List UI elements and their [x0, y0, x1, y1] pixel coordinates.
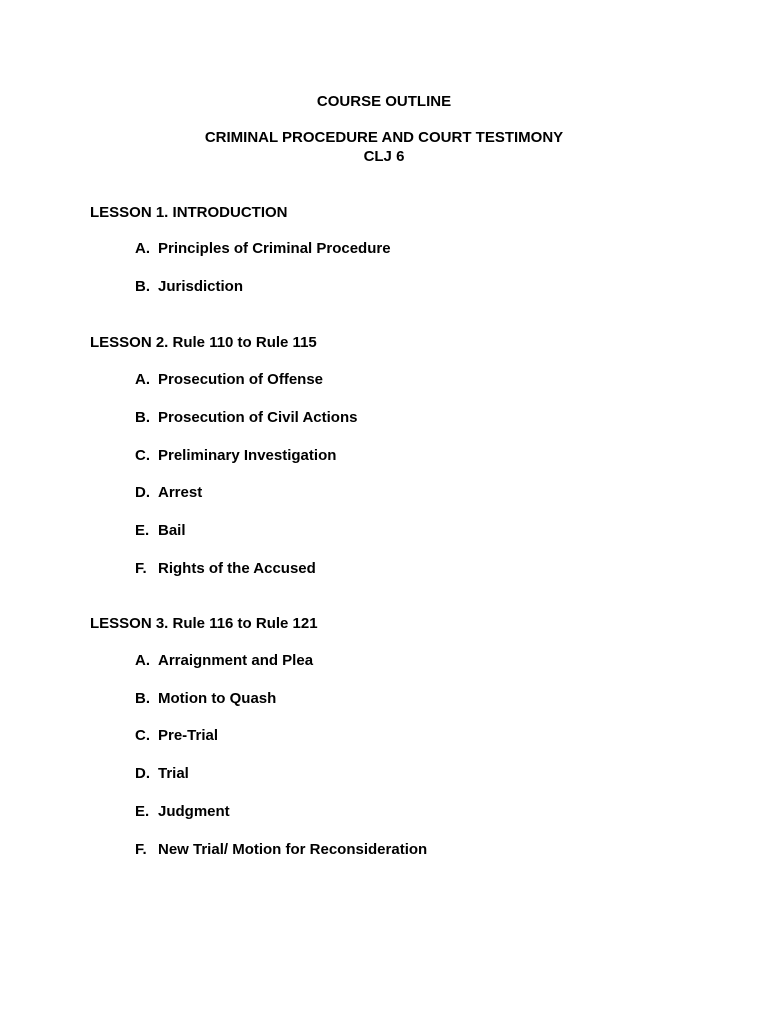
item-letter: E. [135, 522, 150, 539]
item-text: New Trial/ Motion for Reconsideration [158, 841, 428, 858]
lesson-3-item-c [135, 727, 218, 745]
item-text: Rights of the Accused [158, 560, 316, 577]
lesson-3-item-a [135, 652, 313, 670]
item-letter: E. [135, 803, 150, 820]
lesson-1-item-b [135, 278, 243, 296]
item-letter: D. [135, 484, 150, 501]
item-letter: A. [135, 652, 150, 669]
lesson-3-heading: LESSON 3. Rule 116 to Rule 121 [90, 615, 318, 632]
item-text: Prosecution of Civil Actions [158, 409, 358, 426]
item-text: Prosecution of Offense [158, 371, 324, 388]
lesson-2-item-d [135, 484, 202, 502]
item-letter: D. [135, 765, 150, 782]
item-text: Judgment [158, 803, 230, 820]
item-text: Trial [158, 765, 189, 782]
lesson-2-item-f [135, 560, 316, 578]
lesson-2-item-c [135, 447, 336, 465]
item-text: Arrest [158, 484, 203, 501]
lesson-3-item-b [135, 690, 276, 708]
lesson-1-item-a [135, 240, 391, 258]
lesson-3-item-e [135, 803, 230, 821]
lesson-3-item-d [135, 765, 189, 783]
item-text: Arraignment and Plea [158, 652, 314, 669]
course-name: CRIMINAL PROCEDURE AND COURT TESTIMONY [204, 129, 564, 146]
lesson-2-item-a [135, 371, 323, 389]
course-code: CLJ 6 [363, 148, 405, 165]
item-letter: B. [135, 690, 150, 707]
item-letter: F. [135, 841, 147, 858]
document-title: COURSE OUTLINE [316, 93, 452, 110]
item-text: Motion to Quash [158, 690, 277, 707]
item-letter: A. [135, 240, 150, 257]
lesson-2-item-e [135, 522, 186, 540]
item-letter: C. [135, 727, 150, 744]
lesson-2-heading: LESSON 2. Rule 110 to Rule 115 [90, 334, 317, 351]
item-letter: B. [135, 409, 150, 426]
lesson-3-item-f [135, 841, 427, 859]
item-letter: A. [135, 371, 150, 388]
item-letter: F. [135, 560, 147, 577]
lesson-1-heading: LESSON 1. INTRODUCTION [90, 204, 288, 221]
item-text: Bail [158, 522, 186, 539]
item-letter: B. [135, 278, 150, 295]
item-text: Pre-Trial [158, 727, 219, 744]
item-text: Preliminary Investigation [158, 447, 337, 464]
item-text: Jurisdiction [158, 278, 244, 295]
lesson-2-item-b [135, 409, 357, 427]
item-text: Principles of Criminal Procedure [158, 240, 391, 257]
item-letter: C. [135, 447, 150, 464]
